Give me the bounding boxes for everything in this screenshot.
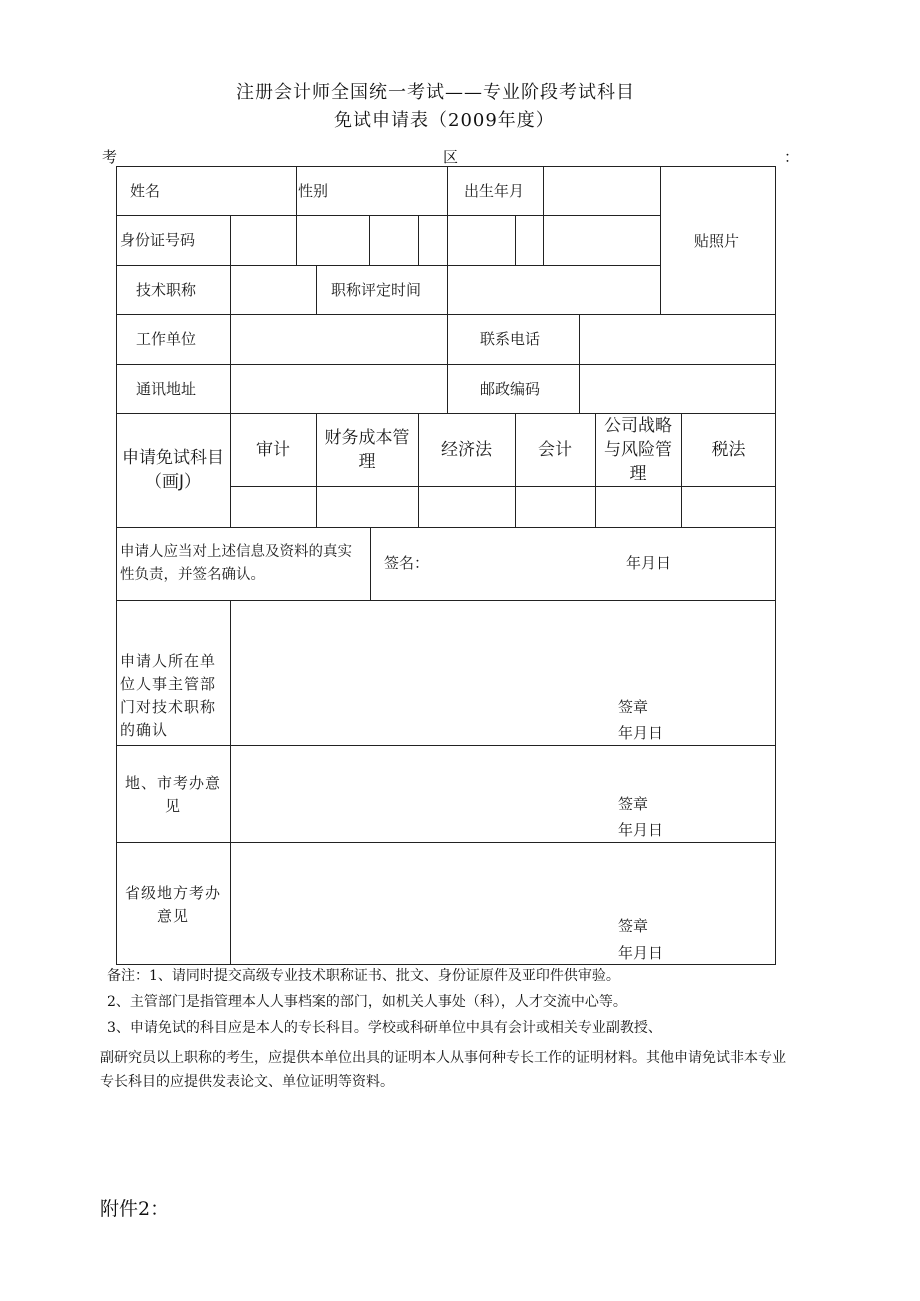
note-2: 2、主管部门是指管理本人人事档案的部门，如机关人事处（科），人才交流中心等。 [107,994,627,1010]
employer-label: 工作单位 [136,330,197,348]
gender-label: 性别 [298,182,329,200]
declaration-date-label: 年月日 [626,554,672,572]
province-office-opinion-label: 省级地方考办意见 [124,884,221,925]
title-date-label: 职称评定时间 [331,281,422,299]
city-date-label: 年月日 [618,821,664,839]
city-office-opinion-label: 地、市考办意见 [124,774,221,815]
attachment-label: 附件2： [100,1198,170,1220]
declaration-text: 申请人应当对上述信息及资料的真实性负责，并签名确认。 [120,544,352,583]
exam-area-prefix: 考 [102,148,118,166]
city-seal-label: 签章 [618,795,649,813]
form-title-line1: 注册会计师全国统一考试——专业阶段考试科目 [236,82,635,103]
photo-label: 贴照片 [694,232,740,250]
address-label: 通讯地址 [136,380,197,398]
note-3: 3、申请免试的科目应是本人的专长科目。学校或科研单位中具有会计或相关专业副教授、 [107,1020,662,1036]
subject-tax-law: 税法 [711,440,746,460]
postcode-label: 邮政编码 [480,380,541,398]
hr-date-label: 年月日 [618,724,664,742]
subject-audit: 审计 [256,440,290,460]
id-number-label: 身份证号码 [120,231,196,249]
hr-confirmation-label: 申请人所在单位人事主管部门对技术职称的确认 [120,652,217,739]
subject-economic-law: 经济法 [441,440,492,460]
professional-title-label: 技术职称 [136,281,197,299]
note-1: 备注：1、请同时提交高级专业技术职称证书、批文、身份证原件及亚印件供审验。 [107,968,620,984]
exam-area-suffix: ： [784,148,800,166]
province-date-label: 年月日 [618,944,664,962]
phone-label: 联系电话 [480,330,541,348]
exempt-subjects-label: 申请免试科目（画J） [122,448,224,492]
subject-financial-cost-management: 财务成本管理 [324,428,410,472]
subject-accounting: 会计 [538,440,572,460]
hr-seal-label: 签章 [618,698,649,716]
signature-label: 签名： [384,554,430,572]
exam-area-mid: 区 [443,148,459,166]
note-4: 副研究员以上职称的考生，应提供本单位出具的证明本人从事何种专长工作的证明材料。其他申请免试非本专业专长科目的应提供发表论文、单位证明等资料。 [100,1050,786,1090]
subject-strategy-risk-management: 公司战略与风险管理 [604,416,672,484]
birth-date-label: 出生年月 [464,182,525,200]
name-label: 姓名 [130,182,161,200]
province-seal-label: 签章 [618,917,649,935]
form-title-line2: 免试申请表（2009年度） [334,110,555,131]
